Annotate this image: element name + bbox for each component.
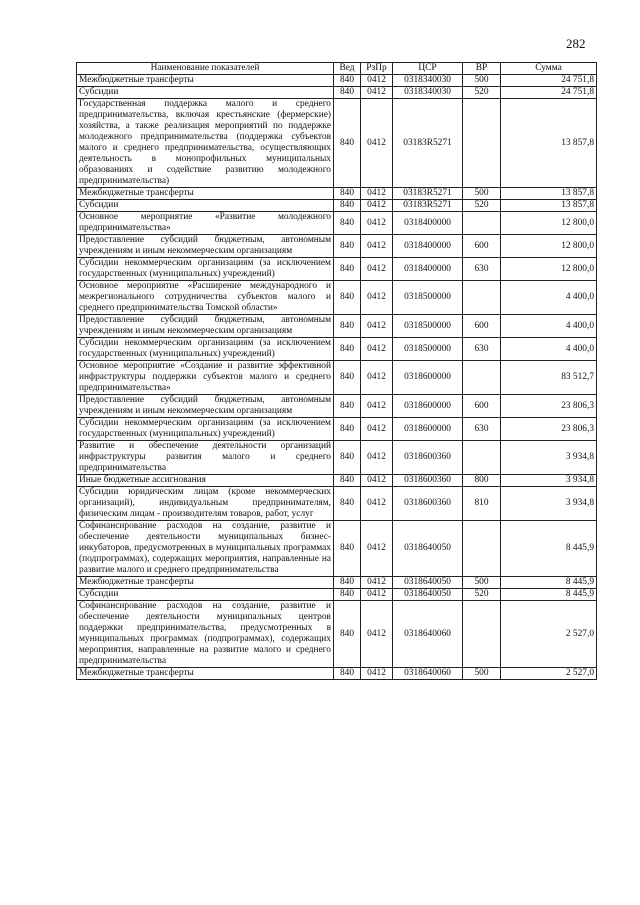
cell-csr: 0318340030 [393, 87, 463, 99]
cell-csr: 0318500000 [393, 338, 463, 361]
cell-sum: 2 527,0 [501, 601, 597, 668]
cell-rzpr: 0412 [361, 475, 393, 487]
table-row [77, 212, 597, 235]
cell-vr: 520 [463, 200, 501, 212]
cell-ved: 840 [334, 395, 361, 418]
cell-sum: 12 800,0 [501, 235, 597, 258]
cell-ved: 840 [334, 338, 361, 361]
cell-rzpr: 0412 [361, 589, 393, 601]
cell-vr: 520 [463, 87, 501, 99]
header-vr: ВР [463, 63, 501, 75]
cell-rzpr: 0412 [361, 235, 393, 258]
cell-sum: 24 751,8 [501, 75, 597, 87]
cell-vr: 500 [463, 75, 501, 87]
header-rzpr: РзПр [361, 63, 393, 75]
cell-sum: 13 857,8 [501, 200, 597, 212]
cell-sum: 8 445,9 [501, 577, 597, 589]
cell-vr: 810 [463, 487, 501, 521]
table-row [77, 258, 597, 281]
cell-csr: 0318400000 [393, 258, 463, 281]
cell-vr [463, 521, 501, 577]
cell-csr: 0318400000 [393, 235, 463, 258]
cell-name: Софинансирование расходов на создание, развитие и обеспечение деятельности муниципальных бизнес-инкубаторов, предусмотренных в муниципальных программах (подпрограммах), содержащих мероприятия, направленные на развитие малого и среднего предпринимательства [77, 521, 334, 577]
cell-vr [463, 441, 501, 475]
table-row [77, 418, 597, 441]
cell-csr: 0318400000 [393, 212, 463, 235]
cell-name: Субсидии [77, 87, 334, 99]
cell-rzpr: 0412 [361, 315, 393, 338]
cell-vr: 630 [463, 258, 501, 281]
cell-ved: 840 [334, 601, 361, 668]
cell-sum: 13 857,8 [501, 99, 597, 188]
cell-csr: 0318600000 [393, 395, 463, 418]
cell-rzpr: 0412 [361, 87, 393, 99]
cell-vr [463, 281, 501, 315]
cell-name: Государственная поддержка малого и среднего предпринимательства, включая крестьянские (фермерские) хозяйства, а также реализация мероприятий по поддержке молодежного предпринимательства (поддержка субъектов малого и среднего предпринимательства, осуществляющих деятельность в монопрофильных муниципальных образованиях и содействие развитию молодежного предпринимательства) [77, 99, 334, 188]
table-row [77, 475, 597, 487]
cell-name: Субсидии некоммерческим организациям (за исключением государственных (муниципальных) учреждений) [77, 418, 334, 441]
cell-name: Развитие и обеспечение деятельности организаций инфраструктуры развития малого и среднего предпринимательства [77, 441, 334, 475]
cell-name: Предоставление субсидий бюджетным, автономным учреждениям и иным некоммерческим организациям [77, 395, 334, 418]
cell-sum: 12 800,0 [501, 258, 597, 281]
table-row [77, 188, 597, 200]
cell-name: Основное мероприятие «Развитие молодежного предпринимательства» [77, 212, 334, 235]
cell-ved: 840 [334, 668, 361, 680]
cell-ved: 840 [334, 281, 361, 315]
cell-vr [463, 212, 501, 235]
table-row [77, 75, 597, 87]
cell-sum: 4 400,0 [501, 315, 597, 338]
cell-rzpr: 0412 [361, 521, 393, 577]
header-ved: Вед [334, 63, 361, 75]
cell-csr: 0318600360 [393, 475, 463, 487]
cell-csr: 0318500000 [393, 315, 463, 338]
cell-rzpr: 0412 [361, 338, 393, 361]
cell-ved: 840 [334, 212, 361, 235]
cell-ved: 840 [334, 258, 361, 281]
cell-ved: 840 [334, 475, 361, 487]
cell-name: Субсидии [77, 589, 334, 601]
cell-sum: 23 806,3 [501, 418, 597, 441]
cell-vr: 600 [463, 235, 501, 258]
cell-rzpr: 0412 [361, 75, 393, 87]
cell-vr [463, 601, 501, 668]
cell-sum: 4 400,0 [501, 281, 597, 315]
cell-csr: 0318600360 [393, 441, 463, 475]
cell-ved: 840 [334, 361, 361, 395]
cell-name: Иные бюджетные ассигнования [77, 475, 334, 487]
cell-name: Субсидии некоммерческим организациям (за исключением государственных (муниципальных) учреждений) [77, 258, 334, 281]
cell-csr: 03183R5271 [393, 188, 463, 200]
cell-vr [463, 99, 501, 188]
table-row [77, 99, 597, 188]
cell-sum: 12 800,0 [501, 212, 597, 235]
cell-csr: 0318340030 [393, 75, 463, 87]
table-row [77, 601, 597, 668]
cell-rzpr: 0412 [361, 418, 393, 441]
table-row [77, 361, 597, 395]
cell-vr: 520 [463, 589, 501, 601]
cell-name: Межбюджетные трансферты [77, 668, 334, 680]
cell-name: Субсидии [77, 200, 334, 212]
cell-name: Софинансирование расходов на создание, развитие и обеспечение деятельности муниципальных центров поддержки предпринимательства, предусмотренных в муниципальных программах (подпрограммах), содержащих мероприятия, направленные на развитие малого и среднего предпринимательства [77, 601, 334, 668]
cell-ved: 840 [334, 521, 361, 577]
cell-rzpr: 0412 [361, 200, 393, 212]
header-name: Наименование показателей [77, 63, 334, 75]
header-csr: ЦСР [393, 63, 463, 75]
cell-ved: 840 [334, 487, 361, 521]
cell-rzpr: 0412 [361, 441, 393, 475]
cell-sum: 83 512,7 [501, 361, 597, 395]
cell-ved: 840 [334, 200, 361, 212]
cell-csr: 0318640050 [393, 521, 463, 577]
cell-name: Основное мероприятие «Создание и развитие эффективной инфраструктуры поддержки субъектов малого и среднего предпринимательства» [77, 361, 334, 395]
cell-csr: 03183R5271 [393, 200, 463, 212]
cell-ved: 840 [334, 441, 361, 475]
cell-name: Субсидии юридическим лицам (кроме некоммерческих организаций), индивидуальным предпринимателям, физическим лицам - производителям товаров, работ, услуг [77, 487, 334, 521]
cell-sum: 13 857,8 [501, 188, 597, 200]
cell-sum: 3 934,8 [501, 475, 597, 487]
cell-sum: 3 934,8 [501, 441, 597, 475]
cell-vr: 500 [463, 668, 501, 680]
cell-csr: 0318640050 [393, 589, 463, 601]
cell-rzpr: 0412 [361, 99, 393, 188]
budget-table [76, 62, 597, 680]
cell-ved: 840 [334, 235, 361, 258]
header-sum: Сумма [501, 63, 597, 75]
cell-ved: 840 [334, 589, 361, 601]
cell-sum: 2 527,0 [501, 668, 597, 680]
cell-csr: 0318640060 [393, 601, 463, 668]
cell-name: Предоставление субсидий бюджетным, автономным учреждениям и иным некоммерческим организациям [77, 235, 334, 258]
cell-ved: 840 [334, 188, 361, 200]
table-row [77, 577, 597, 589]
cell-rzpr: 0412 [361, 601, 393, 668]
cell-csr: 0318640050 [393, 577, 463, 589]
cell-ved: 840 [334, 418, 361, 441]
table-row [77, 521, 597, 577]
table-row [77, 487, 597, 521]
cell-vr: 600 [463, 315, 501, 338]
cell-csr: 0318600000 [393, 361, 463, 395]
cell-name: Субсидии некоммерческим организациям (за исключением государственных (муниципальных) учреждений) [77, 338, 334, 361]
table-row [77, 281, 597, 315]
cell-sum: 8 445,9 [501, 521, 597, 577]
table-header-row [77, 63, 597, 75]
cell-csr: 03183R5271 [393, 99, 463, 188]
table-row [77, 589, 597, 601]
cell-name: Межбюджетные трансферты [77, 577, 334, 589]
table-row [77, 668, 597, 680]
cell-rzpr: 0412 [361, 188, 393, 200]
cell-vr: 630 [463, 338, 501, 361]
table-row [77, 87, 597, 99]
cell-rzpr: 0412 [361, 361, 393, 395]
cell-rzpr: 0412 [361, 281, 393, 315]
cell-csr: 0318600000 [393, 418, 463, 441]
table-row [77, 395, 597, 418]
cell-rzpr: 0412 [361, 258, 393, 281]
cell-csr: 0318600360 [393, 487, 463, 521]
cell-csr: 0318500000 [393, 281, 463, 315]
cell-ved: 840 [334, 87, 361, 99]
cell-csr: 0318640060 [393, 668, 463, 680]
cell-rzpr: 0412 [361, 668, 393, 680]
cell-sum: 4 400,0 [501, 338, 597, 361]
table-row [77, 338, 597, 361]
cell-ved: 840 [334, 75, 361, 87]
table-row [77, 200, 597, 212]
cell-rzpr: 0412 [361, 212, 393, 235]
cell-name: Межбюджетные трансферты [77, 75, 334, 87]
table-row [77, 441, 597, 475]
cell-rzpr: 0412 [361, 487, 393, 521]
cell-ved: 840 [334, 577, 361, 589]
table-row [77, 235, 597, 258]
cell-sum: 23 806,3 [501, 395, 597, 418]
cell-name: Основное мероприятие «Расширение международного и межрегионального сотрудничества субъектов малого и среднего предпринимательства Томской области» [77, 281, 334, 315]
cell-sum: 24 751,8 [501, 87, 597, 99]
cell-vr: 600 [463, 395, 501, 418]
cell-rzpr: 0412 [361, 577, 393, 589]
cell-sum: 3 934,8 [501, 487, 597, 521]
cell-name: Межбюджетные трансферты [77, 188, 334, 200]
table-row [77, 315, 597, 338]
cell-vr: 500 [463, 188, 501, 200]
cell-vr: 800 [463, 475, 501, 487]
cell-ved: 840 [334, 315, 361, 338]
cell-name: Предоставление субсидий бюджетным, автономным учреждениям и иным некоммерческим организациям [77, 315, 334, 338]
cell-rzpr: 0412 [361, 395, 393, 418]
cell-vr [463, 361, 501, 395]
page-number: 282 [566, 36, 586, 51]
cell-vr: 630 [463, 418, 501, 441]
cell-ved: 840 [334, 99, 361, 188]
cell-sum: 8 445,9 [501, 589, 597, 601]
cell-vr: 500 [463, 577, 501, 589]
